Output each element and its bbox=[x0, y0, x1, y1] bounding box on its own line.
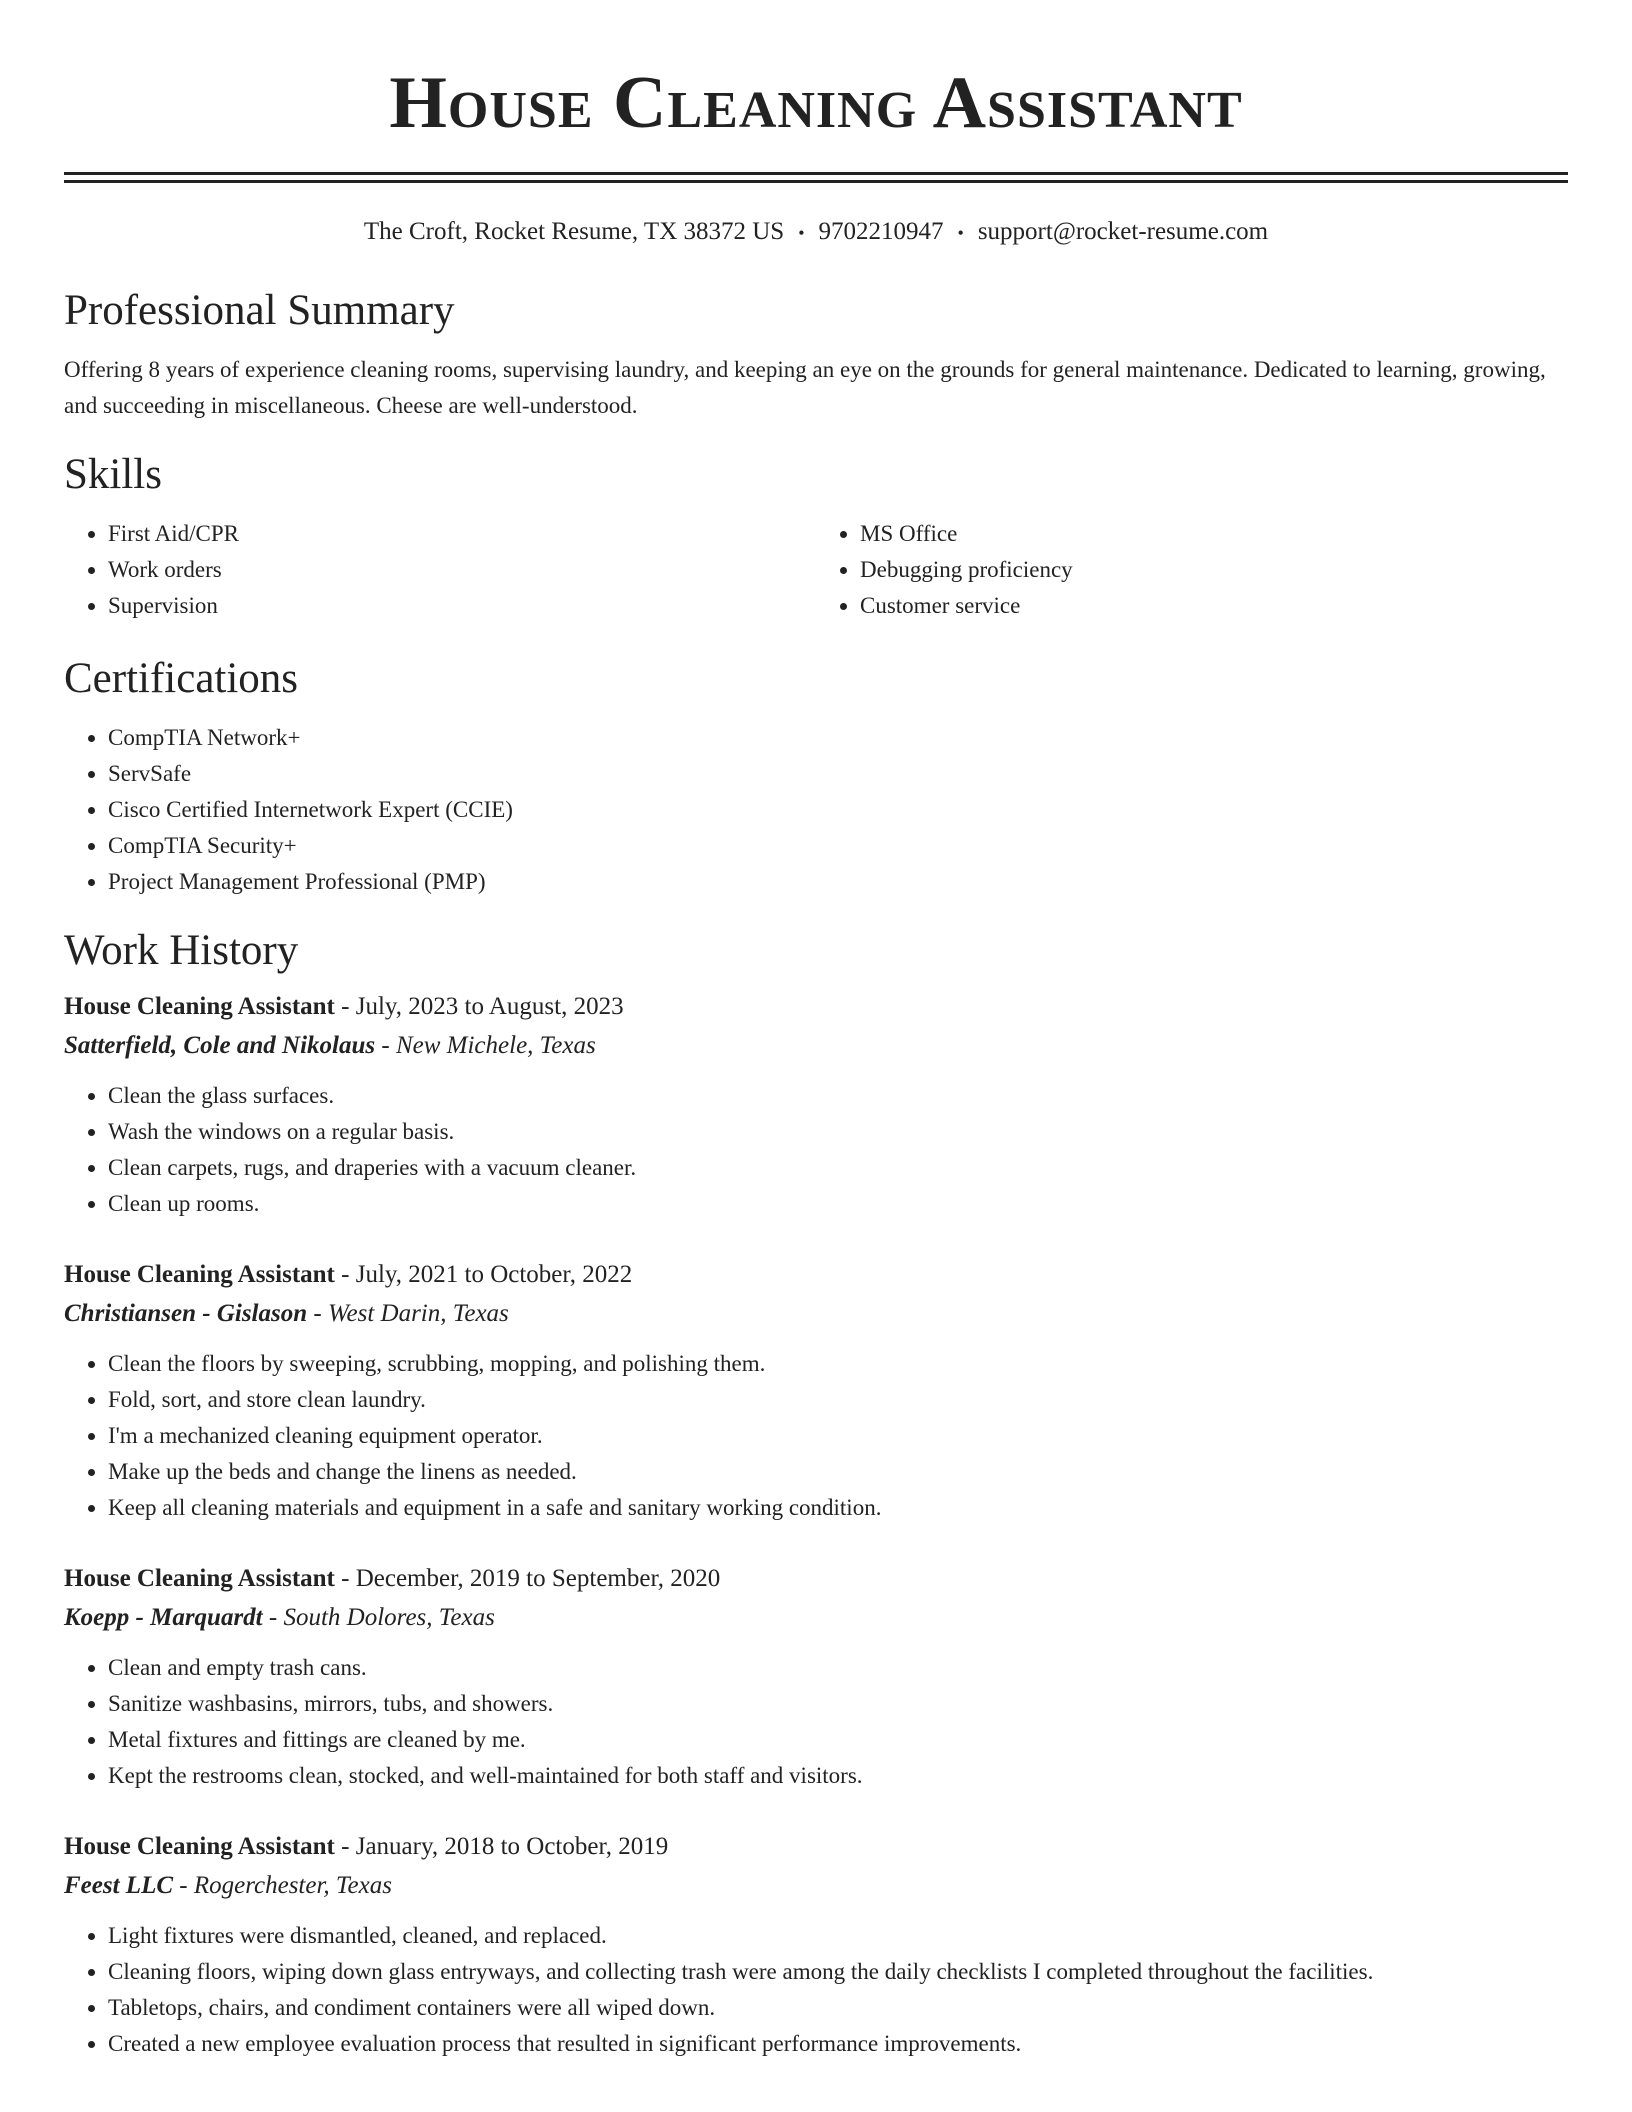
certification-item: • CompTIA Security+ bbox=[108, 828, 1568, 864]
job-duties bbox=[64, 1078, 1568, 1222]
duty-item: • Light fixtures were dismantled, cleaned, and replaced. bbox=[108, 1918, 1568, 1954]
company-line bbox=[64, 1866, 1568, 1906]
summary-text: Offering 8 years of experience cleaning rooms, supervising laundry, and keeping an eye on the grounds for general maintenance. Dedicated to learning, growing, and succeeding in miscellaneous. Cheese are well-understood. bbox=[64, 357, 1546, 419]
skills-column-left bbox=[64, 516, 816, 624]
skill-item: • First Aid/CPR bbox=[108, 516, 816, 552]
skill-item: • Customer service bbox=[860, 588, 1568, 624]
job-title: House Cleaning Assistant bbox=[64, 1565, 335, 1593]
job-dates: - July, 2021 to October, 2022 bbox=[334, 1261, 633, 1289]
contact-email: support@rocket-resume.com bbox=[977, 218, 1269, 245]
skill-item: • MS Office bbox=[860, 516, 1568, 552]
company-name: Christiansen - Gislason bbox=[64, 1300, 308, 1328]
duty-item: • Make up the beds and change the linens as needed. bbox=[108, 1454, 1568, 1490]
skills-list bbox=[64, 516, 1568, 624]
summary-heading: Professional Summary bbox=[64, 287, 455, 335]
company-name: Feest LLC bbox=[64, 1872, 174, 1900]
certification-item: • Project Management Professional (PMP) bbox=[108, 864, 1568, 900]
job-title: House Cleaning Assistant bbox=[64, 993, 335, 1021]
duty-item: • I'm a mechanized cleaning equipment operator. bbox=[108, 1418, 1568, 1454]
duty-item: • Sanitize washbasins, mirrors, tubs, and showers. bbox=[108, 1686, 1568, 1722]
contact-phone: 9702210947 bbox=[818, 218, 944, 245]
duty-item: • Wash the windows on a regular basis. bbox=[108, 1114, 1568, 1150]
skill-item: • Supervision bbox=[108, 588, 816, 624]
duty-item: • Metal fixtures and fittings are cleaned by me. bbox=[108, 1722, 1568, 1758]
job-entry bbox=[64, 1560, 1568, 1794]
job-title-line bbox=[64, 1828, 1568, 1866]
job-entry bbox=[64, 988, 1568, 1222]
duty-item: • Keep all cleaning materials and equipment in a safe and sanitary working condition. bbox=[108, 1490, 1568, 1526]
job-dates: - December, 2019 to September, 2020 bbox=[334, 1565, 721, 1593]
duty-item: • Created a new employee evaluation process that resulted in significant performance improvements. bbox=[108, 2026, 1568, 2062]
company-line bbox=[64, 1294, 1568, 1334]
job-entry bbox=[64, 1828, 1568, 2062]
title-divider bbox=[64, 172, 1568, 183]
company-name: Koepp - Marquardt bbox=[64, 1604, 263, 1632]
contact-line bbox=[64, 217, 1568, 248]
contact-separator: • bbox=[798, 223, 805, 244]
certifications-heading: Certifications bbox=[64, 655, 299, 703]
company-location: - West Darin, Texas bbox=[307, 1300, 509, 1328]
certification-item: • ServSafe bbox=[108, 756, 1568, 792]
contact-address: The Croft, Rocket Resume, TX 38372 US bbox=[363, 218, 785, 245]
certification-item: • Cisco Certified Internetwork Expert (CCIE) bbox=[108, 792, 1568, 828]
duty-item: • Clean the glass surfaces. bbox=[108, 1078, 1568, 1114]
job-title: House Cleaning Assistant bbox=[64, 1261, 335, 1289]
skill-item: • Debugging proficiency bbox=[860, 552, 1568, 588]
company-name: Satterfield, Cole and Nikolaus bbox=[64, 1032, 376, 1060]
certifications-list bbox=[64, 720, 1568, 900]
contact-separator: • bbox=[957, 223, 964, 244]
company-location: - Rogerchester, Texas bbox=[173, 1872, 392, 1900]
job-duties bbox=[64, 1346, 1568, 1526]
job-entry bbox=[64, 1256, 1568, 1526]
company-location: - South Dolores, Texas bbox=[262, 1604, 495, 1632]
skills-column-right bbox=[816, 516, 1568, 624]
page-title: House Cleaning Assistant bbox=[389, 62, 1243, 144]
job-duties bbox=[64, 1650, 1568, 1794]
skill-item: • Work orders bbox=[108, 552, 816, 588]
company-line bbox=[64, 1026, 1568, 1066]
job-title: House Cleaning Assistant bbox=[64, 1833, 335, 1861]
duty-item: • Tabletops, chairs, and condiment containers were all wiped down. bbox=[108, 1990, 1568, 2026]
skills-heading: Skills bbox=[64, 451, 162, 499]
job-title-line bbox=[64, 988, 1568, 1026]
duty-item: • Clean carpets, rugs, and draperies with a vacuum cleaner. bbox=[108, 1150, 1568, 1186]
duty-item: • Clean up rooms. bbox=[108, 1186, 1568, 1222]
company-location: - New Michele, Texas bbox=[375, 1032, 596, 1060]
job-title-line bbox=[64, 1256, 1568, 1294]
job-title-line bbox=[64, 1560, 1568, 1598]
job-dates: - January, 2018 to October, 2019 bbox=[334, 1833, 669, 1861]
duty-item: • Cleaning floors, wiping down glass entryways, and collecting trash were among the daily checklists I completed throughout the facilities. bbox=[108, 1954, 1568, 1990]
job-duties bbox=[64, 1918, 1568, 2062]
duty-item: • Clean the floors by sweeping, scrubbing, mopping, and polishing them. bbox=[108, 1346, 1568, 1382]
duty-item: • Clean and empty trash cans. bbox=[108, 1650, 1568, 1686]
duty-item: • Fold, sort, and store clean laundry. bbox=[108, 1382, 1568, 1418]
work-history-heading: Work History bbox=[64, 927, 299, 975]
job-dates: - July, 2023 to August, 2023 bbox=[334, 993, 624, 1021]
duty-item: • Kept the restrooms clean, stocked, and well-maintained for both staff and visitors. bbox=[108, 1758, 1568, 1794]
certification-item: • CompTIA Network+ bbox=[108, 720, 1568, 756]
company-line bbox=[64, 1598, 1568, 1638]
